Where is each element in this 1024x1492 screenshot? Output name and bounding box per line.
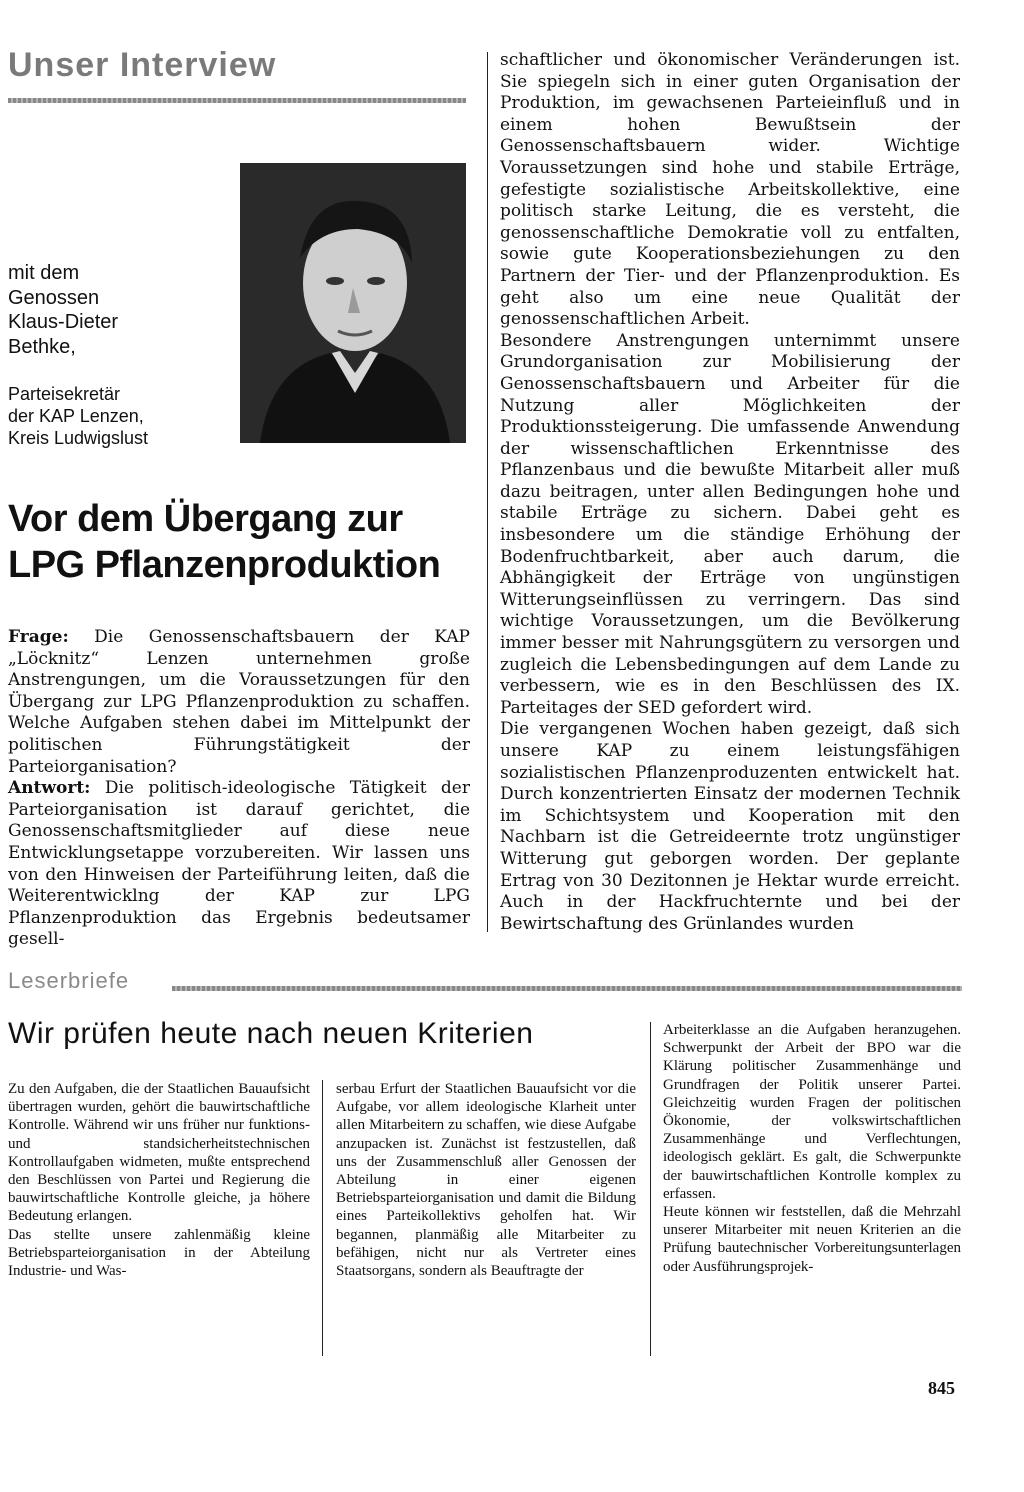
intro-line: Klaus-Dieter: [8, 311, 119, 333]
page-number: 845: [928, 1378, 955, 1398]
body-paragraph: Besondere Anstrengungen unternimmt unsere Grundorganisation zur Mobilisierung der Genossenschaftsbauern und Arbeiter für die Nutzung aller Möglichkeiten der Produktionssteigerung. Die umfassende Anwendung der wissenschaftlichen Erkenntnisse des Pflanzenbaus und die bewußte Mitarbeit aller muß dazu beitragen, unter allen Bedingungen hohe und stabile Erträge zu sichern. Dabei geht es insbesondere um die ständige Erhöhung der Bodenfruchtbarkeit, aber auch darum, die Abhängigkeit der Erträge von ungünstigen Witterungseinflüssen zu verringern. Das sind wichtige Voraussetzungen, um die Bevölkerung immer besser mit Nahrungsgütern zu versorgen und zugleich die Lebensbedingungen auf dem Lande zu verbessern, wie es in den Beschlüssen des IX. Parteitages der SED gefordert wird.: [500, 330, 960, 718]
headline-line: Vor dem Übergang zur: [8, 498, 403, 540]
body-paragraph: schaftlicher und ökonomischer Veränderungen ist. Sie spiegeln sich in einer guten Organisation der Produktion, im gewachsenen Parteieinfluß und in einem hohen Bewußtsein der Genossenschaftsbauern wider. Wichtige Voraussetzungen sind hohe und stabile Erträge, gefestigte sozialistische Arbeitskollektive, eine politisch starke Leitung, die es versteht, die genossenschaftliche Demokratie voll zu entfalten, sowie gute Kooperationsbeziehungen zu den Partnern der Tier- und der Pflanzenproduktion. Es geht also um eine neue Qualität der genossenschaftlichen Arbeit.: [500, 50, 960, 330]
letters-headline: Wir prüfen heute nach neuen Kriterien: [8, 1017, 534, 1050]
interview-headline: [8, 496, 478, 588]
interview-kicker: Unser Interview: [8, 46, 277, 84]
kicker-rule: [8, 98, 466, 103]
role-line: Kreis Ludwigslust: [8, 428, 149, 448]
body-paragraph: Die vergangenen Wochen haben gezeigt, daß sich unsere KAP zu einem leistungsfähigen sozialistischen Pflanzenproduzenten entwickelt hat. Durch konzentrierten Einsatz der modernen Technik im Schichtsystem und Kooperation mit den Nachbarn ist die Getreideernte trotz ungünstiger Witterung gut geborgen worden. Der geplante Ertrag von 30 Dezitonnen je Hektar wurde erreicht. Auch in der Hackfruchternte und bei der Bewirtschaftung des Grünlandes wurden: [500, 719, 960, 934]
role-line: der KAP Lenzen,: [8, 406, 144, 426]
letters-column-1: [8, 1080, 310, 1280]
interviewee-intro: [8, 261, 233, 359]
column-divider: [487, 52, 488, 932]
role-line: Parteisekretär: [8, 384, 121, 404]
letters-kicker: Leserbriefe: [8, 968, 130, 993]
letters-column-3: [663, 1021, 961, 1276]
portrait-image: [240, 163, 466, 443]
portrait-photo: [240, 163, 466, 443]
intro-line: Genossen: [8, 286, 100, 309]
letters-column-2: [336, 1080, 636, 1280]
letter-paragraph: Zu den Aufgaben, die der Staatlichen Bauaufsicht übertragen wurden, gehört die bauwirtschaftliche Kontrolle. Während wir uns früher nur funktions- und standsicherheitstechnischen Kontrollaufgaben widmeten, mußte entsprechend den Beschlüssen von Partei und Regierung die bauwirtschaftliche Kontrolle gleiche, ja höhere Bedeutung erlangen.: [8, 1081, 310, 1225]
question-text: Die Genossenschaftsbauern der KAP „Löcknitz“ Lenzen unternehmen große Anstrengungen, um die Voraussetzungen für den Übergang zur LPG Pflanzenproduktion zu schaffen. Welche Aufgaben stehen dabei im Mittelpunkt der politischen Führungstätigkeit der Parteiorganisation?: [8, 627, 470, 777]
letter-paragraph: serbau Erfurt der Staatlichen Bauaufsicht vor die Aufgabe, vor allem ideologische Klarheit unter allen Mitarbeitern zu schaffen, wie diese Aufgabe anzupacken ist. Zunächst ist festzustellen, daß uns der Zusammenschluß aller Genossen der Abteilung in einer eigenen Betriebsparteiorganisation und damit die Bildung eines Parteikollektivs geholfen hat. Wir begannen, planmäßig alle Mitarbeiter zu befähigen, nicht nur als Vertreter eines Staatsorgans, sondern als Beauftragte der: [336, 1081, 636, 1280]
intro-line: Bethke,: [8, 335, 76, 358]
interviewee-role: [8, 383, 233, 449]
answer-paragraph: [8, 778, 470, 951]
answer-text: Die politisch-ideologische Tätigkeit der Parteiorganisation ist darauf gerichtet, die Genossenschaftsmitglieder auf diese neue Entwicklungsetappe vorzubereiten. Wir lassen uns von den Hinweisen der Parteiführung leiten, daß die Weiterentwicklng der KAP zur LPG Pflanzenproduktion das Ergebnis bedeutsamer gesell-: [8, 778, 470, 950]
intro-line: mit dem: [8, 262, 80, 284]
question-paragraph: [8, 627, 470, 778]
letters-divider: [650, 1022, 651, 1356]
headline-line: LPG Pflanzenproduktion: [8, 544, 441, 586]
letter-paragraph: Heute können wir feststellen, daß die Mehrzahl unserer Mitarbeiter mit neuen Kriterien an die Prüfung bautechnischer Vorbereitungsunterlagen oder Ausführungsprojek-: [663, 1204, 961, 1275]
letters-rule: [172, 986, 962, 991]
answer-label: Antwort:: [8, 778, 91, 799]
question-label: Frage:: [8, 627, 69, 647]
interview-right-column: [500, 50, 960, 935]
interview-left-column: [8, 627, 470, 951]
letter-paragraph: Arbeiterklasse an die Aufgaben heranzugehen. Schwerpunkt der Arbeit der BPO war die Klärung politischer Zusammenhänge und Grundfragen der Politik unserer Partei. Gleichzeitig wurden Fragen der politischen Ökonomie, der volkswirtschaftlichen Zusammenhänge und Verflechtungen, ideologisch geklärt. Es galt, die Schwerpunkte der bauwirtschaftlichen Kontrolle komplex zu erfassen.: [663, 1022, 961, 1202]
letter-paragraph: Das stellte unsere zahlenmäßig kleine Betriebsparteiorganisation in der Abteilung Industrie- und Was-: [8, 1226, 310, 1280]
letters-divider: [322, 1080, 323, 1356]
